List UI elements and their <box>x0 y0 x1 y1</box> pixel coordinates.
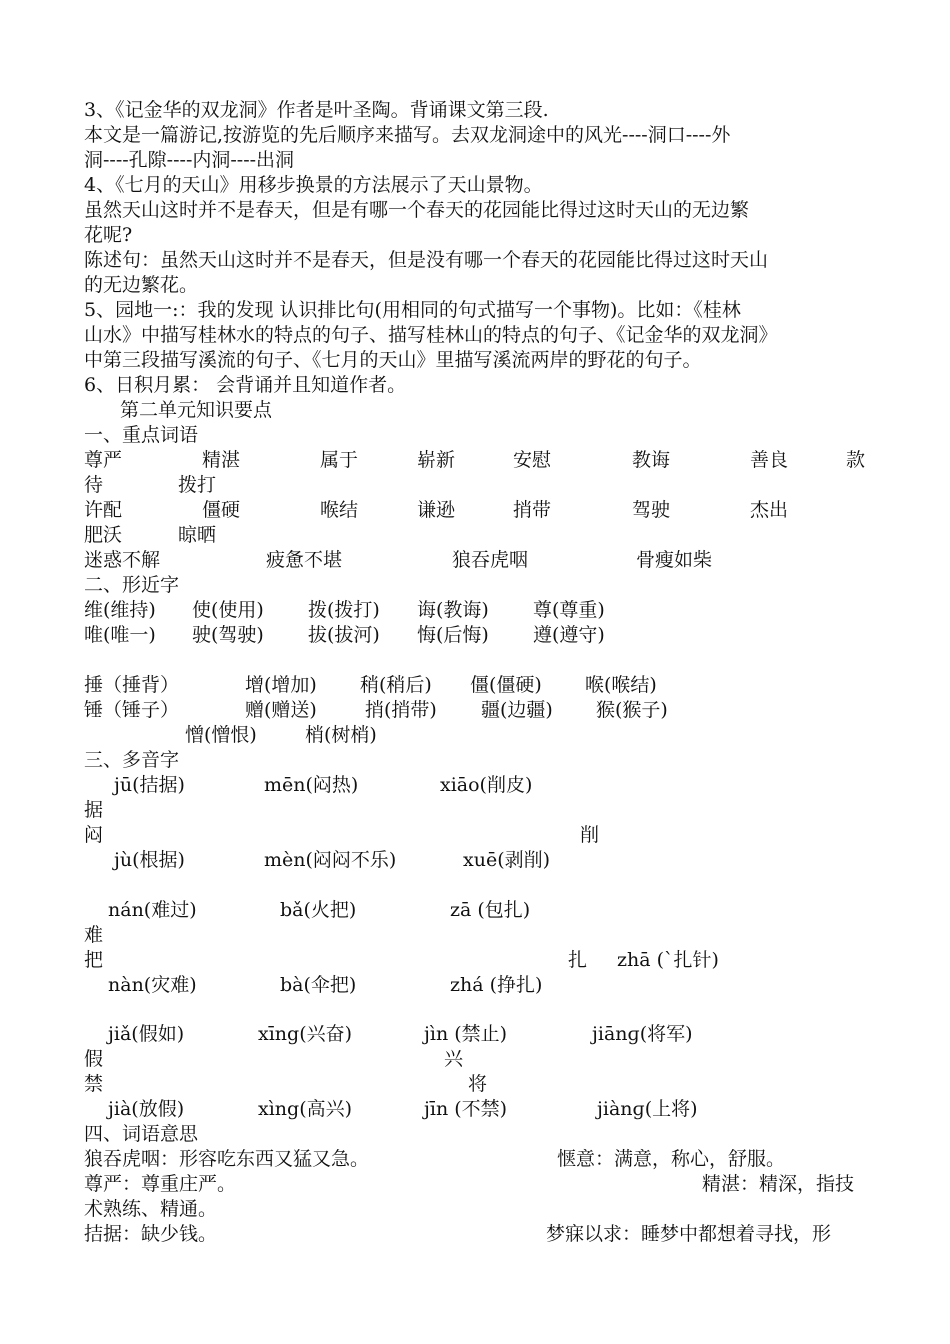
char-pair: 赠(赠送) <box>245 699 317 721</box>
word: 崭新 <box>417 449 456 471</box>
section-title: 第二单元知识要点 <box>120 399 273 421</box>
definition: 拮据：缺少钱。 <box>84 1223 218 1245</box>
pinyin-entry: mèn(闷闷不乐) <box>264 849 397 871</box>
polyphone-char: 削 <box>580 824 600 846</box>
word: 杰出 <box>750 499 789 521</box>
section-heading: 四、词语意思 <box>84 1123 199 1145</box>
pinyin-entry: jū(拮据) <box>114 774 185 796</box>
char-pair: 诲(教诲) <box>417 599 489 621</box>
pinyin-entry: xiāo(削皮) <box>440 774 533 796</box>
char-pair: 驶(驾驶) <box>192 624 264 646</box>
char-pair: 捎(捎带) <box>365 699 437 721</box>
char-pair: 尊(尊重) <box>533 599 605 621</box>
pinyin-entry: bà(伞把) <box>280 974 357 996</box>
idiom: 骨瘦如柴 <box>636 549 713 571</box>
section-heading: 一、重点词语 <box>84 424 199 446</box>
polyphone-char: 兴 <box>444 1048 464 1070</box>
word: 善良 <box>750 449 789 471</box>
word: 待 <box>84 474 104 496</box>
text-line: 中第三段描写溪流的句子、《七月的天山》里描写溪流两岸的野花的句子。 <box>84 349 702 371</box>
word: 精湛 <box>202 449 241 471</box>
polyphone-char: 扎 <box>568 949 588 971</box>
polyphone-char: 将 <box>468 1073 488 1095</box>
text-line: 洞----孔隙----内洞----出洞 <box>84 149 295 171</box>
char-pair: 拔(拔河) <box>308 624 380 646</box>
char-pair: 使(使用) <box>192 599 264 621</box>
word: 尊严 <box>84 449 123 471</box>
polyphone-char: 据 <box>84 799 104 821</box>
pinyin-entry: jiǎ(假如) <box>108 1023 185 1045</box>
pinyin-entry: jiànɡ(上将) <box>597 1098 698 1120</box>
word: 许配 <box>84 499 123 521</box>
definition: 术熟练、精通。 <box>84 1198 218 1220</box>
char-pair: 憎(憎恨) <box>185 724 257 746</box>
text-line: 6、日积月累： 会背诵并且知道作者。 <box>84 374 407 396</box>
pinyin-entry: xìng(高兴) <box>258 1098 353 1120</box>
char-pair: 维(维持) <box>84 599 156 621</box>
polyphone-char: 假 <box>84 1048 104 1070</box>
char-pair: 悔(后悔) <box>417 624 489 646</box>
section-heading: 二、形近字 <box>84 574 180 596</box>
text-line: 虽然天山这时并不是春天，但是有哪一个春天的花园能比得过这时天山的无边繁 <box>84 199 750 221</box>
definition: 梦寐以求：睡梦中都想着寻找，形 <box>546 1223 832 1245</box>
pinyin-entry: nán(难过) <box>108 899 197 921</box>
polyphone-char: 把 <box>84 949 104 971</box>
pinyin-entry: mēn(闷热) <box>264 774 359 796</box>
word: 喉结 <box>320 499 359 521</box>
char-pair: 猴(猴子) <box>596 699 668 721</box>
polyphone-char: 禁 <box>84 1073 104 1095</box>
definition: 尊严：尊重庄严。 <box>84 1173 237 1195</box>
text-line: 4、《七月的天山》用移步换景的方法展示了天山景物。 <box>84 174 543 196</box>
char-pair: 唯(唯一) <box>84 624 156 646</box>
pinyin-entry: jìn (禁止) <box>424 1023 508 1045</box>
text-line: 山水》中描写桂林水的特点的句子、描写桂林山的特点的句子、《记金华的双龙洞》 <box>84 324 778 346</box>
char-pair: 锤（锤子） <box>84 699 180 721</box>
pinyin-entry: zhā (`扎针) <box>617 949 719 971</box>
text-line: 花呢? <box>84 224 133 246</box>
pinyin-entry: jù(根据) <box>114 849 185 871</box>
word: 肥沃 <box>84 524 123 546</box>
polyphone-char: 闷 <box>84 824 104 846</box>
pinyin-entry: jià(放假) <box>108 1098 185 1120</box>
char-pair: 疆(边疆) <box>481 699 553 721</box>
definition: 惬意：满意，称心，舒服。 <box>557 1148 786 1170</box>
word: 谦逊 <box>417 499 456 521</box>
pinyin-entry: xīng(兴奋) <box>258 1023 353 1045</box>
word: 晾晒 <box>178 524 217 546</box>
word: 属于 <box>320 449 359 471</box>
word: 捎带 <box>513 499 552 521</box>
text-line: 陈述句：虽然天山这时并不是春天，但是没有哪一个春天的花园能比得过这时天山 <box>84 249 769 271</box>
pinyin-entry: zhá (挣扎) <box>450 974 543 996</box>
word: 教诲 <box>632 449 671 471</box>
pinyin-entry: jiānɡ(将军) <box>592 1023 693 1045</box>
char-pair: 喉(喉结) <box>585 674 657 696</box>
idiom: 迷惑不解 <box>84 549 161 571</box>
char-pair: 增(增加) <box>245 674 317 696</box>
word: 安慰 <box>513 449 552 471</box>
idiom: 疲惫不堪 <box>266 549 343 571</box>
pinyin-entry: jīn (不禁) <box>424 1098 508 1120</box>
pinyin-entry: nàn(灾难) <box>108 974 197 996</box>
pinyin-entry: xuē(剥削) <box>463 849 551 871</box>
pinyin-entry: zā (包扎) <box>450 899 531 921</box>
text-line: 本文是一篇游记,按游览的先后顺序来描写。去双龙洞途中的风光----洞口----外 <box>84 124 731 146</box>
text-line: 5、园地一:：我的发现 认识排比句(用相同的句式描写一个事物)。比如：《桂林 <box>84 299 741 321</box>
char-pair: 稍(稍后) <box>360 674 432 696</box>
word: 款 <box>846 449 866 471</box>
polyphone-char: 难 <box>84 924 104 946</box>
char-pair: 僵(僵硬) <box>470 674 542 696</box>
word: 拨打 <box>178 474 217 496</box>
section-heading: 三、多音字 <box>84 749 180 771</box>
text-line: 的无边繁花。 <box>84 274 199 296</box>
idiom: 狼吞虎咽 <box>452 549 529 571</box>
char-pair: 梢(树梢) <box>305 724 377 746</box>
word: 驾驶 <box>632 499 671 521</box>
char-pair: 拨(拨打) <box>308 599 380 621</box>
word: 僵硬 <box>202 499 241 521</box>
char-pair: 遵(遵守) <box>533 624 605 646</box>
definition: 狼吞虎咽：形容吃东西又猛又急。 <box>84 1148 370 1170</box>
definition: 精湛：精深，指技 <box>702 1173 855 1195</box>
text-line: 3、《记金华的双龙洞》作者是叶圣陶。背诵课文第三段. <box>84 99 549 121</box>
pinyin-entry: bǎ(火把) <box>280 899 357 921</box>
char-pair: 捶（捶背） <box>84 674 180 696</box>
